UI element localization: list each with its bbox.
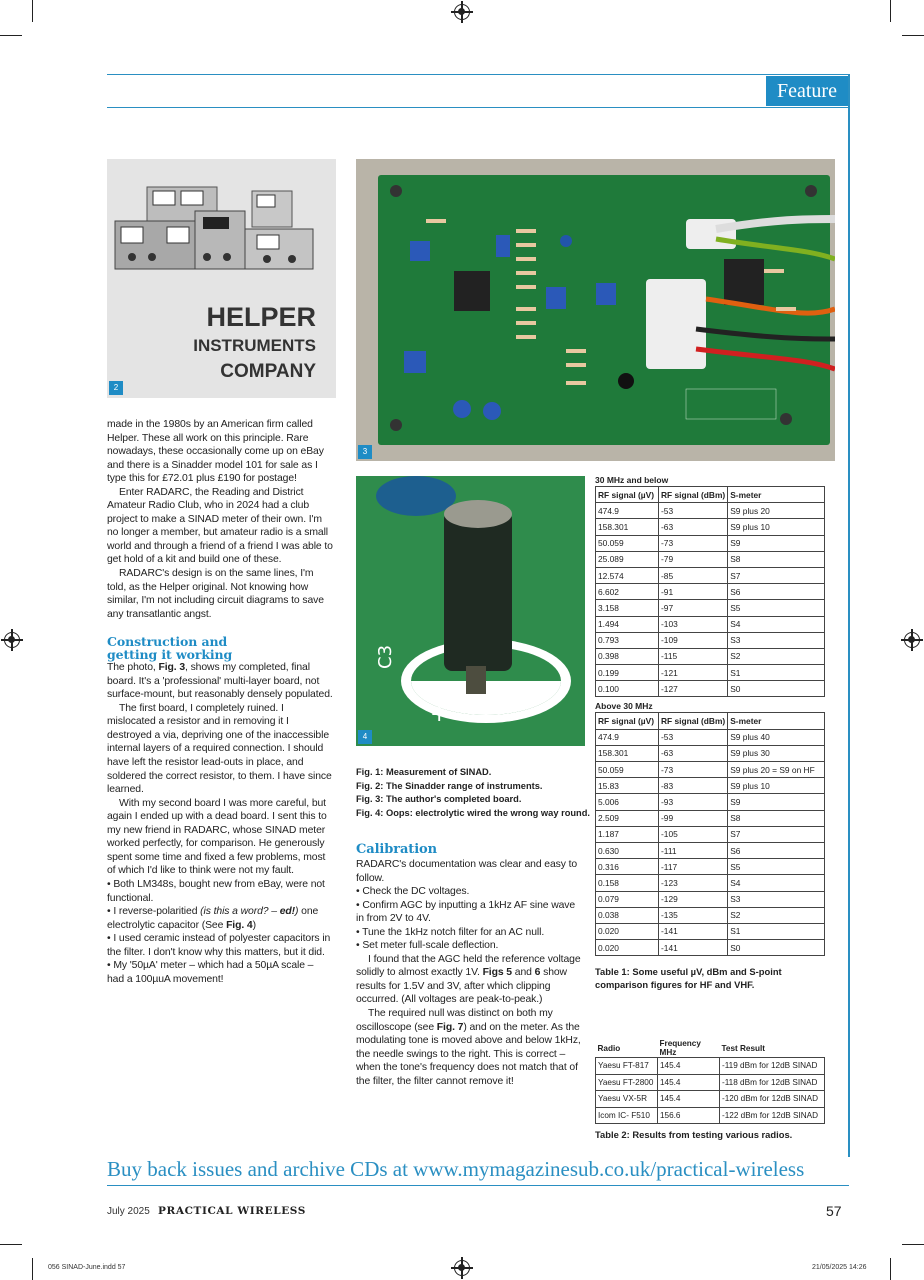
registration-mark-icon bbox=[4, 632, 20, 648]
table-row bbox=[596, 616, 825, 632]
header-rule bbox=[107, 74, 849, 75]
table-cell: 1.187 bbox=[596, 826, 659, 842]
table-row bbox=[596, 907, 825, 923]
table-cell: 12.574 bbox=[596, 567, 659, 583]
radio-results-table bbox=[595, 1039, 825, 1124]
table-cell: 158.301 bbox=[596, 519, 659, 535]
file-slug: 056 SINAD-June.indd 57 bbox=[48, 1264, 126, 1271]
bullet: • I used ceramic instead of polyester capacitors in the filter. I don't know why this matters, but it did. bbox=[107, 933, 331, 958]
paragraph: RADARC's design is on the same lines, I'm told, as the Helper original. Not knowing how similar, I'm not including circuit diagrams to save any transatlantic angst. bbox=[107, 568, 324, 620]
table-cell: 0.316 bbox=[596, 859, 659, 875]
paragraph bbox=[107, 661, 333, 702]
table-cell: -63 bbox=[659, 519, 728, 535]
table-cell: -119 dBm for 12dB SINAD bbox=[720, 1058, 825, 1075]
text: ed! bbox=[279, 906, 295, 918]
issue-date: July 2025 bbox=[107, 1206, 150, 1217]
header-rule-lower bbox=[107, 107, 849, 108]
fig-ref: Fig. 3 bbox=[158, 662, 186, 674]
text: ) bbox=[252, 919, 256, 931]
crop-mark bbox=[890, 1258, 891, 1280]
footer-rule bbox=[107, 1185, 849, 1186]
table-row bbox=[596, 745, 825, 761]
table-cell: 25.089 bbox=[596, 551, 659, 567]
crop-mark bbox=[0, 35, 22, 36]
page-number: 57 bbox=[826, 1203, 842, 1219]
table-cell: 145.4 bbox=[658, 1058, 720, 1075]
figure-4 bbox=[356, 476, 585, 746]
table-cell: -103 bbox=[659, 616, 728, 632]
table-cell: S5 bbox=[728, 600, 825, 616]
table-cell: S9 plus 20 = S9 on HF bbox=[728, 762, 825, 778]
bullet: • Set meter full-scale deflection. bbox=[356, 940, 499, 952]
table-cell: -63 bbox=[659, 745, 728, 761]
table-cell: -53 bbox=[659, 729, 728, 745]
table-cell: -105 bbox=[659, 826, 728, 842]
registration-mark-icon bbox=[454, 1260, 470, 1276]
table-cell: S0 bbox=[728, 681, 825, 697]
table-cell: 50.059 bbox=[596, 535, 659, 551]
column-header: RF signal (dBm) bbox=[659, 487, 728, 503]
table-cell: 0.038 bbox=[596, 907, 659, 923]
fig-ref: Fig. 4 bbox=[226, 919, 253, 931]
logo-company: COMPANY bbox=[220, 361, 316, 382]
table-row bbox=[596, 551, 825, 567]
table-header-row bbox=[596, 713, 825, 729]
table-cell: 15.83 bbox=[596, 778, 659, 794]
table-row bbox=[596, 778, 825, 794]
column-header: S-meter bbox=[728, 713, 825, 729]
table-2 bbox=[595, 1039, 825, 1142]
column-header: Frequency MHz bbox=[658, 1039, 720, 1058]
bullet bbox=[107, 905, 333, 932]
paragraph bbox=[356, 953, 582, 1007]
paragraph: made in the 1980s by an American firm called Helper. These all work on this principle. Rare nowadays, these occasionally come up on eBay and there is a Sinadder model 101 for sale as I type this for £72.01 plus £190 for postage! bbox=[107, 419, 324, 485]
table-cell: -117 bbox=[659, 859, 728, 875]
text: (is this a word? – bbox=[200, 906, 280, 918]
table-cell: S4 bbox=[728, 875, 825, 891]
table-row bbox=[596, 665, 825, 681]
fig-ref: 6 bbox=[534, 967, 541, 979]
table-cell: S8 bbox=[728, 551, 825, 567]
table-row bbox=[596, 923, 825, 939]
table-row bbox=[596, 794, 825, 810]
table-cell: -120 dBm for 12dB SINAD bbox=[720, 1091, 825, 1108]
table-cell: 0.630 bbox=[596, 842, 659, 858]
table-row bbox=[596, 632, 825, 648]
table-cell: -93 bbox=[659, 794, 728, 810]
paragraph: With my second board I was more careful, but again I ended up with a dead board. I sent this to my new friend in RADARC, whose SINAD meter worked perfectly, for comparison. He generously spent some time and fixed a few problems, most of which I'd like to think were not my fault. bbox=[107, 797, 327, 877]
table-cell: 0.020 bbox=[596, 923, 659, 939]
table-cell: S1 bbox=[728, 923, 825, 939]
table-cell: 50.059 bbox=[596, 762, 659, 778]
table-header-row bbox=[596, 1039, 825, 1058]
figure-2 bbox=[107, 159, 336, 398]
table-row bbox=[596, 567, 825, 583]
timestamp-slug: 21/05/2025 14:26 bbox=[812, 1264, 867, 1271]
table-row bbox=[596, 1074, 825, 1091]
table-subheading: Above 30 MHz bbox=[595, 701, 653, 712]
table-cell: -118 dBm for 12dB SINAD bbox=[720, 1074, 825, 1091]
crop-mark bbox=[902, 35, 924, 36]
table-cell: -73 bbox=[659, 762, 728, 778]
table-cell: 6.602 bbox=[596, 584, 659, 600]
table-row bbox=[596, 826, 825, 842]
paragraph: Enter RADARC, the Reading and District Amateur Radio Club, who in 2024 had a club project to make a SINAD meter of their own. I'm no longer a member, but amateur radio is a small world and through a friend of a friend I was able to get hold of a kit and build one of these. bbox=[107, 486, 333, 566]
table-row bbox=[596, 1107, 825, 1124]
section-tab: Feature bbox=[766, 76, 848, 106]
table-cell: -109 bbox=[659, 632, 728, 648]
bullet: • Both LM348s, bought new from eBay, were not functional. bbox=[107, 878, 325, 904]
capacitor-photo bbox=[356, 476, 585, 746]
svg-text:C3: C3 bbox=[375, 644, 396, 669]
section-heading bbox=[107, 635, 333, 661]
table-row bbox=[596, 584, 825, 600]
table-cell: Yaesu FT-817 bbox=[596, 1058, 658, 1075]
table-cell: -91 bbox=[659, 584, 728, 600]
caption: Fig. 3: The author's completed board. bbox=[356, 794, 522, 804]
column-header: Test Result bbox=[720, 1039, 825, 1058]
crop-mark bbox=[902, 1244, 924, 1245]
table-cell: S6 bbox=[728, 842, 825, 858]
table-cell: 145.4 bbox=[658, 1074, 720, 1091]
table-row bbox=[596, 648, 825, 664]
text: ) and on the meter. As the modulating tone is moved above and below 1kHz, the needle swings to the right. This is correct – when the tone's frequency does not match that of the filter, the filter cannot remove it! bbox=[356, 1021, 581, 1087]
table-cell: S9 bbox=[728, 794, 825, 810]
table-subheading: 30 MHz and below bbox=[595, 475, 669, 485]
right-rule bbox=[848, 74, 850, 1157]
pcb-photo bbox=[356, 159, 835, 461]
magazine-name: PRACTICAL WIRELESS bbox=[158, 1205, 306, 1217]
caption: Fig. 4: Oops: electrolytic wired the wrong way round. bbox=[356, 807, 591, 818]
table-cell: -85 bbox=[659, 567, 728, 583]
table-cell: S5 bbox=[728, 859, 825, 875]
table-cell: 0.199 bbox=[596, 665, 659, 681]
table-cell: S1 bbox=[728, 665, 825, 681]
paragraph bbox=[356, 1007, 582, 1088]
table-row bbox=[596, 810, 825, 826]
column-header: Radio bbox=[596, 1039, 658, 1058]
table-cell: -129 bbox=[659, 891, 728, 907]
table-cell: 0.158 bbox=[596, 875, 659, 891]
table-row bbox=[596, 729, 825, 745]
table-cell: -115 bbox=[659, 648, 728, 664]
figure-number: 4 bbox=[358, 730, 372, 744]
vhf-table bbox=[595, 712, 825, 956]
section-heading: Calibration bbox=[356, 842, 437, 857]
table-cell: -141 bbox=[659, 940, 728, 956]
table-cell: S9 plus 30 bbox=[728, 745, 825, 761]
registration-mark-icon bbox=[454, 4, 470, 20]
table-row bbox=[596, 535, 825, 551]
figure-number: 2 bbox=[109, 381, 123, 395]
table-cell: S9 plus 10 bbox=[728, 778, 825, 794]
svg-text:+: + bbox=[430, 702, 449, 727]
table-cell: -111 bbox=[659, 842, 728, 858]
figure-3 bbox=[356, 159, 835, 461]
column-header: RF signal (dBm) bbox=[659, 713, 728, 729]
text: The photo, bbox=[107, 662, 159, 674]
table-cell: S3 bbox=[728, 632, 825, 648]
bullet: • Check the DC voltages. bbox=[356, 886, 470, 898]
table-1 bbox=[595, 474, 825, 991]
table-row bbox=[596, 940, 825, 956]
table-cell: -79 bbox=[659, 551, 728, 567]
table-cell: -135 bbox=[659, 907, 728, 923]
table-caption: Table 1: Some useful µV, dBm and S-point comparison figures for HF and VHF. bbox=[595, 966, 782, 990]
table-cell: S9 plus 10 bbox=[728, 519, 825, 535]
table-header-row bbox=[596, 487, 825, 503]
text: one electrolytic capacitor (See bbox=[107, 906, 319, 931]
text: show results for 1.5V and 3V, after which clipping occurred. (All voltages are peak-to-peak.) bbox=[356, 967, 567, 1006]
text: , shows my completed, final board. It's a 'professional' multi-layer board, not surface-mount, but reasonably densely populated. bbox=[107, 662, 333, 701]
table-row bbox=[596, 600, 825, 616]
text: ) bbox=[295, 906, 299, 918]
column-header: RF signal (µV) bbox=[596, 713, 659, 729]
table-cell: 1.494 bbox=[596, 616, 659, 632]
column-2 bbox=[356, 843, 582, 1088]
table-cell: S4 bbox=[728, 616, 825, 632]
figure-number: 3 bbox=[358, 445, 372, 459]
table-cell: 474.9 bbox=[596, 729, 659, 745]
table-cell: 0.398 bbox=[596, 648, 659, 664]
table-cell: 145.4 bbox=[658, 1091, 720, 1108]
table-cell: 0.079 bbox=[596, 891, 659, 907]
heading-line: Construction and bbox=[107, 634, 228, 650]
fig-ref: Fig. 7 bbox=[436, 1021, 464, 1033]
registration-mark-icon bbox=[904, 632, 920, 648]
table-row bbox=[596, 503, 825, 519]
caption: Fig. 1: Measurement of SINAD. bbox=[356, 767, 492, 777]
crop-mark bbox=[32, 1258, 33, 1280]
table-cell: 158.301 bbox=[596, 745, 659, 761]
table-row bbox=[596, 681, 825, 697]
table-row bbox=[596, 519, 825, 535]
bullet: • My '50µA' meter – which had a 50µA scale – had a 100µuA movement! bbox=[107, 960, 314, 985]
table-cell: -141 bbox=[659, 923, 728, 939]
table-cell: -53 bbox=[659, 503, 728, 519]
table-cell: S7 bbox=[728, 567, 825, 583]
figure-captions bbox=[356, 766, 590, 820]
table-cell: S3 bbox=[728, 891, 825, 907]
table-row bbox=[596, 762, 825, 778]
paragraph: RADARC's documentation was clear and easy to follow. bbox=[356, 859, 578, 884]
column-header: S-meter bbox=[728, 487, 825, 503]
table-cell: 0.020 bbox=[596, 940, 659, 956]
bullet: • Confirm AGC by inputting a 1kHz AF sine wave in from 2V to 4V. bbox=[356, 899, 576, 925]
table-cell: 3.158 bbox=[596, 600, 659, 616]
table-row bbox=[596, 875, 825, 891]
table-row bbox=[596, 859, 825, 875]
logo-instruments: INSTRUMENTS bbox=[193, 336, 316, 355]
table-cell: Yaesu VX-5R bbox=[596, 1091, 658, 1108]
crop-mark bbox=[890, 0, 891, 22]
table-cell: -99 bbox=[659, 810, 728, 826]
table-cell: S2 bbox=[728, 907, 825, 923]
table-cell: 156.6 bbox=[658, 1107, 720, 1124]
table-cell: 0.793 bbox=[596, 632, 659, 648]
table-cell: S2 bbox=[728, 648, 825, 664]
crop-mark bbox=[32, 0, 33, 22]
back-issues-link[interactable]: Buy back issues and archive CDs at www.mymagazinesub.co.uk/practical-wireless bbox=[107, 1157, 805, 1181]
table-cell: -121 bbox=[659, 665, 728, 681]
table-cell: -123 bbox=[659, 875, 728, 891]
fig-ref: Figs 5 bbox=[482, 967, 512, 979]
column-header: RF signal (µV) bbox=[596, 487, 659, 503]
table-cell: -127 bbox=[659, 681, 728, 697]
bullet: • Tune the 1kHz notch filter for an AC null. bbox=[356, 926, 545, 938]
text: • I reverse-polaritied bbox=[107, 906, 201, 918]
table-cell: S9 plus 40 bbox=[728, 729, 825, 745]
table-cell: -122 dBm for 12dB SINAD bbox=[720, 1107, 825, 1124]
table-cell: -97 bbox=[659, 600, 728, 616]
table-cell: 5.006 bbox=[596, 794, 659, 810]
table-row bbox=[596, 891, 825, 907]
hf-table bbox=[595, 486, 825, 697]
table-cell: Icom IC- F510 bbox=[596, 1107, 658, 1124]
text: and bbox=[512, 967, 535, 979]
table-cell: S7 bbox=[728, 826, 825, 842]
table-cell: S6 bbox=[728, 584, 825, 600]
table-cell: S9 plus 20 bbox=[728, 503, 825, 519]
table-cell: S8 bbox=[728, 810, 825, 826]
column-1 bbox=[107, 418, 333, 986]
text: The required null was distinct on both my oscilloscope (see bbox=[356, 1008, 553, 1033]
crop-mark bbox=[0, 1244, 22, 1245]
text: I found that the AGC held the reference voltage solidly to almost exactly 1V. bbox=[356, 953, 581, 979]
table-row bbox=[596, 842, 825, 858]
paragraph: The first board, I completely ruined. I mislocated a resistor and in removing it I destroyed a via, depriving one of the inaccessible internal layers of a required connection. I should have left the resistor lead-outs in place, and soldered the correct resistor, to them. I have since learned. bbox=[107, 702, 332, 796]
table-cell: 2.509 bbox=[596, 810, 659, 826]
logo-helper: HELPER bbox=[206, 302, 316, 332]
table-cell: -73 bbox=[659, 535, 728, 551]
heading-line: getting it working bbox=[107, 647, 233, 663]
table-cell: S0 bbox=[728, 940, 825, 956]
table-cell: S9 bbox=[728, 535, 825, 551]
table-cell: 0.100 bbox=[596, 681, 659, 697]
table-cell: -83 bbox=[659, 778, 728, 794]
table-cell: 474.9 bbox=[596, 503, 659, 519]
table-caption: Table 2: Results from testing various radios. bbox=[595, 1129, 793, 1140]
table-row bbox=[596, 1058, 825, 1075]
caption: Fig. 2: The Sinadder range of instruments. bbox=[356, 780, 543, 791]
table-cell: Yaesu FT-2800 bbox=[596, 1074, 658, 1091]
table-row bbox=[596, 1091, 825, 1108]
